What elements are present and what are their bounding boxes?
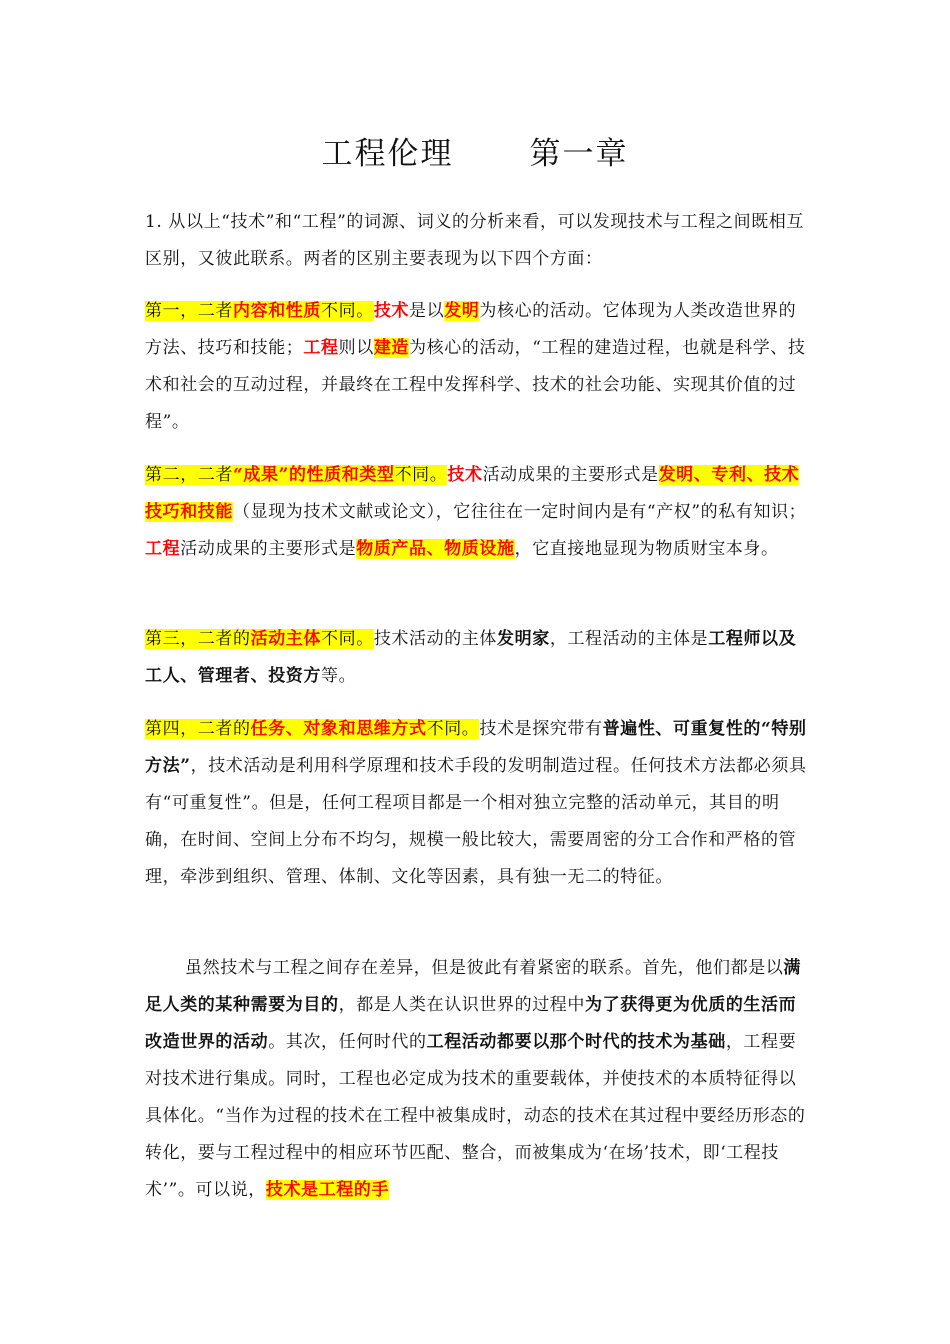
intro-paragraph	[145, 204, 807, 278]
paragraph-difference-2	[145, 457, 807, 568]
p2-term-technology: 技术	[447, 465, 483, 485]
p2-text-a: 活动成果的主要形式是	[482, 465, 659, 485]
intro-text: 1. 从以上“技术”和“工程”的词源、词义的分析来看，可以发现技术与工程之间既相互区别，又彼此联系。两者的区别主要表现为以下四个方面：	[145, 212, 804, 269]
p2-term-outputs: 发明、专利、技术技巧和技能	[145, 465, 800, 522]
paragraph-difference-3	[145, 621, 807, 695]
p3-lead	[145, 629, 374, 649]
p2-lead-prefix: 第二，二者	[145, 465, 233, 485]
p5-term-activity: 为了获得更为优质的生活而改造世界的活动	[145, 995, 797, 1052]
p2-text-b: （显现为技术文献或论文），它往往在一定时间内是有“产权”的私有知识；	[233, 502, 807, 522]
paragraph-difference-4	[145, 711, 807, 896]
p5-term-purpose: 满足人类的某种需要为目的	[145, 958, 802, 1015]
p1-lead	[145, 301, 374, 321]
p5-text-c: 。其次，任何时代的	[268, 1032, 427, 1052]
p3-text-c: 等。	[321, 666, 357, 686]
p3-term-engineers: 工程师以及工人、管理者、投资方	[145, 629, 797, 686]
p5-term-foundation: 工程活动都要以那个时代的技术为基础	[426, 1032, 726, 1052]
p2-lead-suffix: 不同。	[394, 465, 448, 485]
p1-term-engineering: 工程	[303, 338, 339, 358]
p3-text-a: 技术活动的主体	[373, 629, 498, 649]
p3-text-b: ，工程活动的主体是	[549, 629, 709, 649]
p5-text-b: ，都是人类在认识世界的过程中	[338, 995, 586, 1015]
p2-text-c: 活动成果的主要形式是	[180, 539, 357, 559]
p1-lead-suffix: 不同。	[321, 301, 374, 321]
page-title	[0, 128, 950, 173]
p5-text-a: 虽然技术与工程之间存在差异，但是彼此有着紧密的联系。首先，他们都是以	[185, 958, 784, 978]
p1-term-technology: 技术	[373, 301, 410, 321]
p1-term-invention: 发明	[444, 301, 480, 321]
p1-key-term: 内容和性质	[233, 301, 321, 321]
p2-term-engineering: 工程	[145, 539, 181, 559]
title-left: 工程伦理	[321, 136, 454, 172]
paragraph-difference-1	[145, 293, 807, 441]
p1-term-construction: 建造	[373, 338, 410, 358]
p2-lead	[145, 465, 447, 485]
p4-key-term: 任务、对象和思维方式	[250, 719, 427, 739]
p2-text-d: ，它直接地显现为物质财宝本身。	[514, 539, 779, 559]
title-right: 第一章	[529, 136, 629, 172]
p1-lead-prefix: 第一，二者	[145, 301, 233, 321]
p4-text-b: ，技术活动是利用科学原理和技术手段的发明制造过程。任何技术方法都必须具有“可重复性”。但是，任何工程项目都是一个相对独立完整的活动单元，其目的明确，在时间、空间上分布不均匀，规模一般比较大，需要周密的分工合作和严格的管理，牵涉到组织、管理、体制、文化等因素，具有独一无二的特征。	[145, 756, 807, 887]
p5-term-means: 技术是工程的手	[265, 1180, 390, 1200]
p3-term-inventor: 发明家	[497, 629, 550, 649]
p2-key-term: “成果”的性质和类型	[233, 465, 395, 485]
p2-term-products: 物质产品、物质设施	[356, 539, 515, 559]
p4-lead	[145, 719, 479, 739]
p1-text-c: 则以	[338, 338, 374, 358]
p1-text-d: 为核心的活动，“工程的建造过程，也就是科学、技术和社会的互动过程，并最终在工程中发挥科学、技术的社会功能、实现其价值的过程”。	[145, 338, 806, 432]
p4-term-special-method: 普遍性、可重复性的“特别方法”	[145, 719, 807, 776]
p3-lead-suffix: 不同。	[321, 629, 374, 649]
p1-text-b: 为核心的活动。它体现为人类改造世界的方法、技巧和技能；	[145, 301, 797, 358]
p3-key-term: 活动主体	[250, 629, 322, 649]
p3-lead-prefix: 第三，二者的	[145, 629, 251, 649]
p4-lead-suffix: 不同。	[426, 719, 480, 739]
p4-text-a: 技术是探究带有	[479, 719, 603, 739]
p5-text-d: ，工程要对技术进行集成。同时，工程也必定成为技术的重要载体，并使技术的本质特征得以具体化。“当作为过程的技术在工程中被集成时，动态的技术在其过程中要经历形态的转化，要与工程过程中的相应环节匹配、整合，而被集成为‘在场’技术，即‘工程技术’”。可以说，	[145, 1032, 806, 1200]
p1-text-a: 是以	[409, 301, 445, 321]
p4-lead-prefix: 第四，二者的	[145, 719, 251, 739]
paragraph-connection	[145, 950, 807, 1209]
